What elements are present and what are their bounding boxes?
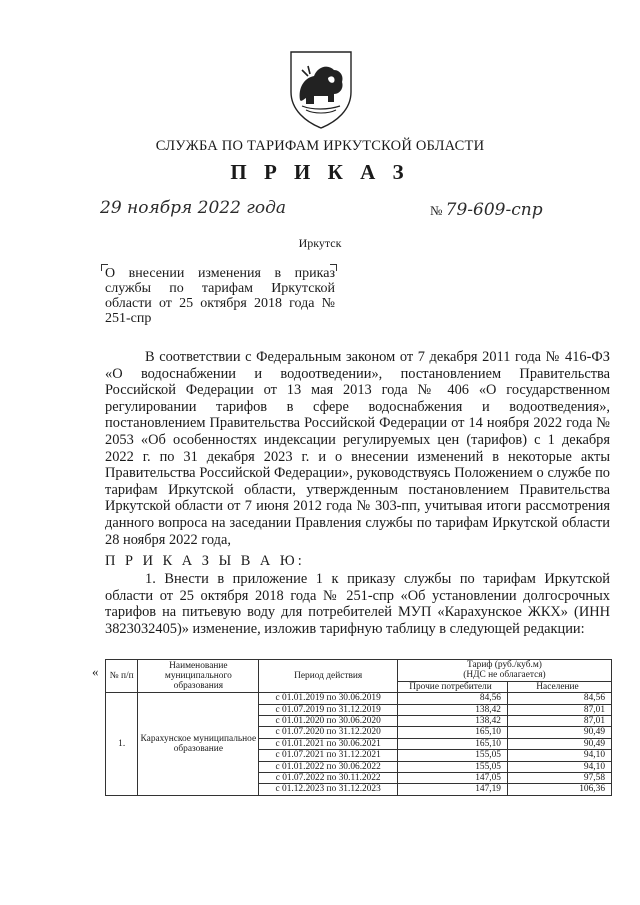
city: Иркутск — [298, 236, 342, 250]
handwritten-date: 29 ноября 2022 года — [100, 198, 287, 218]
population-tariff-cell: 87,01 — [507, 704, 611, 715]
handwritten-number: 79-609-спр — [445, 200, 543, 220]
other-tariff-cell: 138,42 — [397, 704, 507, 715]
other-tariff-cell: 147,05 — [397, 773, 507, 784]
other-tariff-cell: 155,05 — [397, 761, 507, 772]
order-subject: О внесении изменения в приказ службы по тарифам Иркутской области от 25 октября 2018 года № 251-спр — [105, 266, 335, 326]
population-tariff-cell: 87,01 — [507, 716, 611, 727]
period-cell: с 01.07.2022 по 30.11.2022 — [259, 773, 398, 784]
other-tariff-cell: 84,56 — [397, 693, 507, 704]
other-tariff-cell: 165,10 — [397, 738, 507, 749]
other-tariff-cell: 155,05 — [397, 750, 507, 761]
order-number — [430, 200, 543, 220]
other-tariff-cell: 138,42 — [397, 716, 507, 727]
header-tariff-label: Тариф (руб./куб.м) — [467, 660, 542, 670]
header-period: Период действия — [259, 660, 398, 693]
period-cell: с 01.01.2019 по 30.06.2019 — [259, 693, 398, 704]
population-tariff-cell: 90,49 — [507, 738, 611, 749]
population-tariff-cell: 94,10 — [507, 750, 611, 761]
municipality-name: Карахунское муниципальное образование — [138, 693, 259, 796]
header-population: Население — [507, 681, 611, 692]
order-word: П Р И К А З Ы В А Ю: — [105, 553, 305, 569]
opening-quote: « — [92, 664, 99, 679]
period-cell: с 01.07.2020 по 31.12.2020 — [259, 727, 398, 738]
clause-1-paragraph: 1. Внести в приложение 1 к приказу службы по тарифам Иркутской области от 25 октября 2018 года № 251-спр «Об установлении долгосрочных тарифов на питьевую воду для потребителей МУП «Карахунское ЖКХ» (ИНН 3823032405)» изменение, изложив тарифную таблицу в следующей редакции: — [105, 571, 610, 637]
period-cell: с 01.07.2021 по 31.12.2021 — [259, 750, 398, 761]
population-tariff-cell: 90,49 — [507, 727, 611, 738]
other-tariff-cell: 147,19 — [397, 784, 507, 795]
table-row — [106, 693, 612, 704]
header-other-consumers: Прочие потребители — [397, 681, 507, 692]
agency-name: СЛУЖБА ПО ТАРИФАМ ИРКУТСКОЙ ОБЛАСТИ — [155, 138, 485, 154]
tariff-body — [106, 693, 612, 796]
period-cell: с 01.01.2021 по 30.06.2021 — [259, 738, 398, 749]
population-tariff-cell: 106,36 — [507, 784, 611, 795]
population-tariff-cell: 84,56 — [507, 693, 611, 704]
header-municipality: Наименование муниципального образования — [138, 660, 259, 693]
tariff-table — [105, 659, 612, 796]
period-cell: с 01.12.2023 по 31.12.2023 — [259, 784, 398, 795]
other-tariff-cell: 165,10 — [397, 727, 507, 738]
population-tariff-cell: 97,58 — [507, 773, 611, 784]
preamble-paragraph: В соответствии с Федеральным законом от 7 декабря 2011 года № 416-ФЗ «О водоснабжении и водоотведении», постановлением Правительства Российской Федерации от 13 мая 2013 года № 406 «О государственном регулировании тарифов в сфере водоснабжения и водоотведения», постановлением Правительства Российской Федерации от 14 ноября 2022 года № 2053 «Об особенностях индексации регулируемых цен (тарифов) с 1 декабря 2022 г. по 31 декабря 2023 г. и о внесении изменений в некоторые акты Правительства Российской Федерации», руководствуясь Положением о службе по тарифам Иркутской области, утвержденным постановлением Правительства Иркутской области от 7 июня 2012 года № 303-пп, учитывая итоги рассмотрения данного вопроса на заседании Правления службы по тарифам Иркутской области 28 ноября 2022 года, — [105, 349, 610, 548]
period-cell: с 01.01.2020 по 30.06.2020 — [259, 716, 398, 727]
document-title: П Р И К А З — [230, 160, 410, 184]
row-number: 1. — [106, 693, 138, 796]
period-cell: с 01.01.2022 по 30.06.2022 — [259, 761, 398, 772]
header-tariff-note: (НДС не облагается) — [463, 670, 546, 681]
coat-of-arms-icon — [288, 48, 354, 130]
number-prefix: № — [430, 203, 443, 218]
population-tariff-cell: 94,10 — [507, 761, 611, 772]
period-cell: с 01.07.2019 по 31.12.2019 — [259, 704, 398, 715]
header-tariff — [397, 660, 611, 682]
header-number: № п/п — [106, 660, 138, 693]
